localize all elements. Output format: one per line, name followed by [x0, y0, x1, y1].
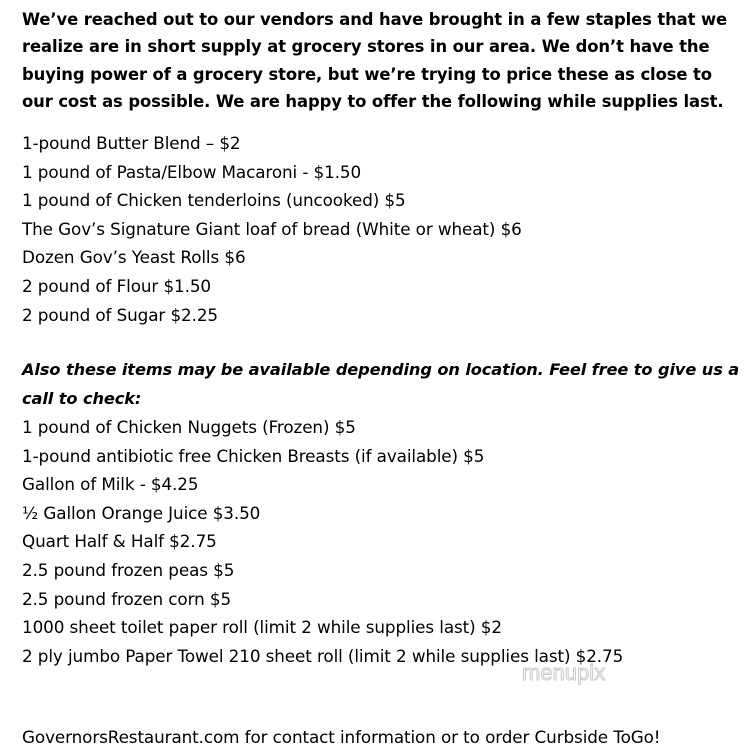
- list-item: Gallon of Milk - $4.25: [22, 474, 199, 495]
- list-item: 1 pound of Chicken tenderloins (uncooked) $5: [22, 190, 406, 211]
- list-item: 1-pound antibiotic free Chicken Breasts (if available) $5: [22, 445, 485, 466]
- footer-contact-text: GovernorsRestaurant.com for contact information or to order Curbside ToGo!: [22, 727, 661, 747]
- list-item: 2 ply jumbo Paper Towel 210 sheet roll (limit 2 while supplies last) $2.75: [22, 645, 624, 666]
- list-item: ½ Gallon Orange Juice $3.50: [22, 502, 261, 523]
- watermark-text: menupix: [522, 660, 606, 685]
- list-item: Dozen Gov’s Yeast Rolls $6: [22, 247, 246, 268]
- list-item: Quart Half & Half $2.75: [22, 531, 217, 552]
- list-item: 2 pound of Flour $1.50: [22, 275, 211, 296]
- location-items-list: [22, 413, 623, 670]
- list-item: 1 pound of Pasta/Elbow Macaroni - $1.50: [22, 161, 362, 182]
- list-item: The Gov’s Signature Giant loaf of bread (White or wheat) $6: [22, 218, 522, 239]
- list-item: 1-pound Butter Blend – $2: [22, 133, 241, 153]
- intro-paragraph: We’ve reached out to our vendors and have brought in a few staples that we realize are in short supply at grocery stores in our area. We don’t have the buying power of a grocery store, but we’re trying to price these as close to our cost as possible. We are happy to offer the following while supplies last.: [22, 10, 728, 112]
- menupix-watermark: [518, 656, 634, 686]
- location-availability-heading: Also these items may be available depending on location. Feel free to give us a call to check:: [22, 360, 740, 408]
- list-item: 1000 sheet toilet paper roll (limit 2 while supplies last) $2: [22, 617, 502, 638]
- list-item: 1 pound of Chicken Nuggets (Frozen) $5: [22, 417, 356, 437]
- list-item: 2.5 pound frozen peas $5: [22, 559, 235, 580]
- list-item: 2.5 pound frozen corn $5: [22, 588, 232, 609]
- staples-list: [22, 129, 522, 329]
- list-item: 2 pound of Sugar $2.25: [22, 304, 218, 325]
